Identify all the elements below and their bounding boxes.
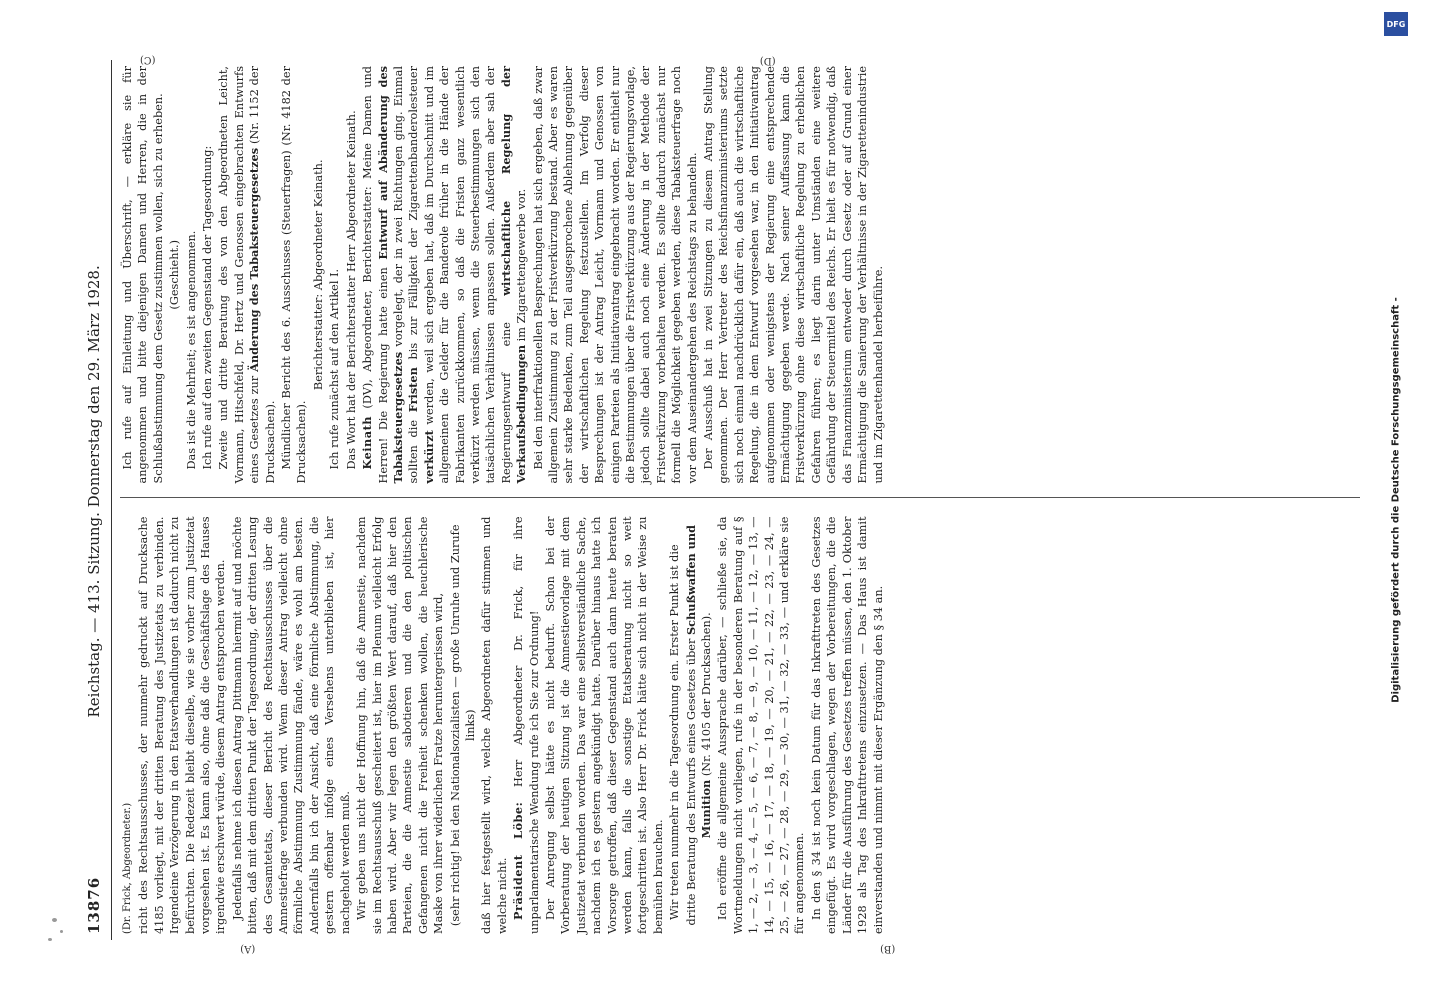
page-number: 13876 [85,876,103,934]
agenda-item [684,517,715,935]
agenda-text: (Nr. 1152 der Drucksachen). [248,65,277,484]
paragraph: Jedenfalls nehme ich diesen Antrag Dittmann hiermit auf und möchte bitten, daß mit dem dritten Punkt der Tagesordnung, der dritten Lesung des Gesamtetats, dieser Bericht des Rechtsausschusses über die Amnestiefrage verbunden wird. Wenn dieser Antrag vielleicht ohne förmliche Abstimmung Zustimmung fände, wäre es wohl am besten. Andernfalls bin ich der Ansicht, daß eine förmliche Abstimmung, die gestern offenbar infolge eines Versehens unterblieben ist, hier nachgeholt werden muß. [230,516,352,934]
rapporteur-line: Berichterstatter: Abgeordneter Keinath. [311,159,325,391]
speech-text: bis zur Fälligkeit der Zigarettenbanderolesteuer [407,65,421,368]
speech-paragraph [511,517,542,935]
margin-marker-a: (A) [240,943,256,955]
speech-text: im Zigarettengewerbe vor. [515,188,529,345]
speech-text: vorgelegt, der in zwei Richtungen ging. Einmal sollten die [391,66,421,484]
paragraph: Der Anregung selbst hätte es nicht bedurft. Schon bei der Vorberatung der heutigen Sitzung ist die Amnestievorlage mit dem Justizetat verbunden worden. Das war eine selbstverständliche Sache, nachdem ich es gestern angekündigt hatte. Darüber hinaus hatte ich Vorsorge getroffen, daß dieser Gegenstand auch dann heute beraten werden kann, falls die sonstige Etatsberatung nicht so weit fortgeschritten ist. Also Herr Dr. Frick hätte sich nicht in der Weise zu bemühen brauchen. [543,516,665,934]
rotated-content [85,54,1375,955]
page-header [85,60,112,940]
margin-marker-c: (C) [139,54,156,66]
speech-text: (DV), Abgeordneter, Berichterstatter: Meine Damen und Herren! Die Regierung hatte einen [361,66,390,484]
speaker-name: Präsident Löbe: [511,801,526,920]
agenda-subject: Änderung des Tabaksteuergesetzes [247,147,262,372]
speaker-continuation: (Dr. Frick, Abgeordneter.) [122,802,133,934]
paragraph: Das ist die Mehrheit; es ist angenommen. [184,230,198,470]
paragraph: daß hier festgestellt wird, welche Abgeordneten dafür stimmen und welche nicht. [480,516,509,934]
digitization-credit: Digitalisierung gefördert durch die Deutsche Forschungsgemeinschaft - [1390,297,1402,703]
speech-emphasis: Fristen [406,367,421,413]
agenda-item [216,66,278,484]
running-title: Reichstag. — 413. Sitzung. Donnerstag den 29. März 1928. [85,265,103,718]
paragraph: In den § 34 ist noch kein Datum für das Inkrafttreten des Gesetzes eingefügt. Es wird vorgeschlagen, wegen der Vorbereitungen, die die Länder für die Ausführung des Gesetzes treffen müssen, den 1. Oktober 1928 als Tag des Inkrafttretens einzusetzen. — Das Haus ist damit einverstanden und nimmt mit dieser Ergänzung den § 34 an. [809,516,885,934]
paragraph: Der Ausschuß hat in zwei Sitzungen zu diesem Antrag Stellung genommen. Der Herr Vertreter des Reichsfinanzministeriums setzte sich noch einmal nachdrücklich dafür ein, daß auch die wirtschaftliche Regelung, die in dem Entwurf vorgesehen war, in den Initiativantrag aufgenommen oder wenigstens der Regierung eine entsprechende Ermächtigung gegeben werde. Nach seiner Auffassung kann die Fristverkürzung ohne diese wirtschaftliche Regelung zu erheblichen Gefahren führen; es liegt darin unter Umständen eine weitere Gefährdung der Steuermittel des Reichs. Er hielt es für notwendig, daß das Finanzministerium entweder durch Gesetz oder auf Grund einer Ermächtigung die Sanierung der Verhältnisse in der Zigarettenindustrie und im Zigarettenhandel herbeiführe. [702,66,885,484]
dfg-logo: DFG [1384,12,1408,36]
speech-emphasis: wirtschaftliche Regelung der Verkaufsbedingungen [498,66,529,484]
paragraph: Das Wort hat der Berichterstatter Herr Abgeordneter Keinath. [344,110,358,470]
paragraph: Bei den interfraktionellen Besprechungen hat sich ergeben, daß zwar allgemein Zustimmung zu der Fristverkürzung bestand. Aber es waren sehr starke Bedenken, zum Teil ausgesprochene Ablehnung gegenüber der wirtschaftlichen Regelung festzustellen. Im Verfolg dieser Besprechungen ist der Antrag Leicht, Vormann und Genossen von einigen Parteien als Initiativantrag eingebracht worden. Er enthielt nur die Bestimmungen über die Fristverkürzung aus der Regierungsvorlage, jedoch sollte dabei auch noch eine Änderung in der Methode der Fristverkürzung vorbehalten werden. Es sollte dadurch zunächst nur formell die Möglichkeit gegeben werden, diese Tabaksteuerfrage noch vor dem Auseinandergehen des Reichstags zu behandeln. [531,66,699,484]
document-page [50,40,1410,960]
speech-text: werden, weil sich ergeben hat, daß im Durchschnitt und im allgemeinen die Gelder für die Banderole früher in die Hände der Fabrikanten zurückkommen, so daß die Fristen ganz wesentlich verkürzt werden müssen, wenn die Steuerbestimmungen sich den tatsächlichen Verhältnissen anpassen sollen. Außerdem aber sah der Regierungsentwurf eine [422,66,513,484]
speech-paragraph [360,66,529,484]
left-column [120,516,1360,955]
paragraph: Ich rufe zunächst auf den Artikel I. [328,268,342,470]
paragraph: Wir treten nunmehr in die Tagesordnung ein. Erster Punkt ist die [668,544,682,920]
paragraph: Wir geben uns nicht der Hoffnung hin, daß die Amnestie, nachdem sie im Rechtsausschuß gescheitert ist, hier im Plenum vielleicht Erfolg haben wird. Aber wir legen den größten Wert darauf, daß hier den Parteien, die die Amnestie sabotieren und die den politischen Gefangenen nicht die Freiheit schenken wollen, die heuchlerische Maske von ihrer widerlichen Fratze heruntergerissen wird, [355,516,446,934]
right-column [120,54,1360,499]
speaker-name: Keinath [360,415,375,470]
speech-emphasis: Entwurf auf Abänderung des Tabaksteuergesetzes [375,66,405,484]
interjection: (sehr richtig! bei den Nationalsozialisten — große Unruhe und Zurufe links) [448,524,477,927]
speech-text: Herr Abgeordneter Dr. Frick, für ihre unparlamentarische Wendung rufe ich Sie zur Ordnung! [512,516,541,934]
speech-emphasis: verkürzt [421,430,436,484]
margin-marker-b: (B) [880,943,896,955]
interjection: (Geschieht.) [168,239,182,310]
agenda-text: Zweite und dritte Beratung des von den Abgeordneten Leicht, Vormann, Hitschfeld, Dr. Hertz und Genossen eingebrachten Entwurfs eines Gesetzes zur [217,66,262,484]
paragraph: Ich rufe auf den zweiten Gegenstand der Tagesordnung: [201,145,215,470]
agenda-subject: Schußwaffen und Munition [683,524,714,839]
paragraph: Mündlicher Bericht des 6. Ausschusses (Steuerfragen) (Nr. 4182 der Drucksachen). [280,66,309,484]
paragraph: Ich rufe auf Einleitung und Überschrift, — erkläre sie für angenommen und bitte diejenigen Damen und Herren, die in der Schlußabstimmung dem Gesetz zustimmen wollen, sich zu erheben. [121,66,165,484]
paragraph: richt des Rechtsausschusses, der nunmehr gedruckt auf Drucksache 4185 vorliegt, mit der dritten Beratung des Justizetats zu verbinden. Irgendeine Verzögerung in den Etatsverhandlungen ist dadurch nicht zu befürchten. Die Redezeit bleibt dieselbe, wie sie vorher zum Justizetat vorgesehen ist. Es kann also, ohne daß die Geschäftslage des Hauses irgendwie erschwert würde, diesem Antrag entsprochen werden. [137,516,228,934]
paragraph: Ich eröffne die allgemeine Aussprache darüber, — schließe sie, da Wortmeldungen nicht vorliegen, rufe in der besonderen Beratung auf § 1, — 2, — 3, — 4, — 5, — 6, — 7, — 8, — 9, — 10, — 11, — 12, — 13, — 14, — 15, — 16, — 17, — 18, — 19, — 20, — 21, — 22, — 23, — 24, — 25, — 26, — 27, — 28, — 29, — 30, — 31, — 32, — 33, — und erkläre sie für angenommen. [716,516,807,934]
text-columns [112,54,1360,955]
agenda-text: dritte Beratung des Entwurfs eines Gesetzes über [684,635,698,926]
margin-marker-d: (D) [759,54,776,66]
agenda-text: (Nr. 4105 der Drucksachen). [700,612,714,780]
